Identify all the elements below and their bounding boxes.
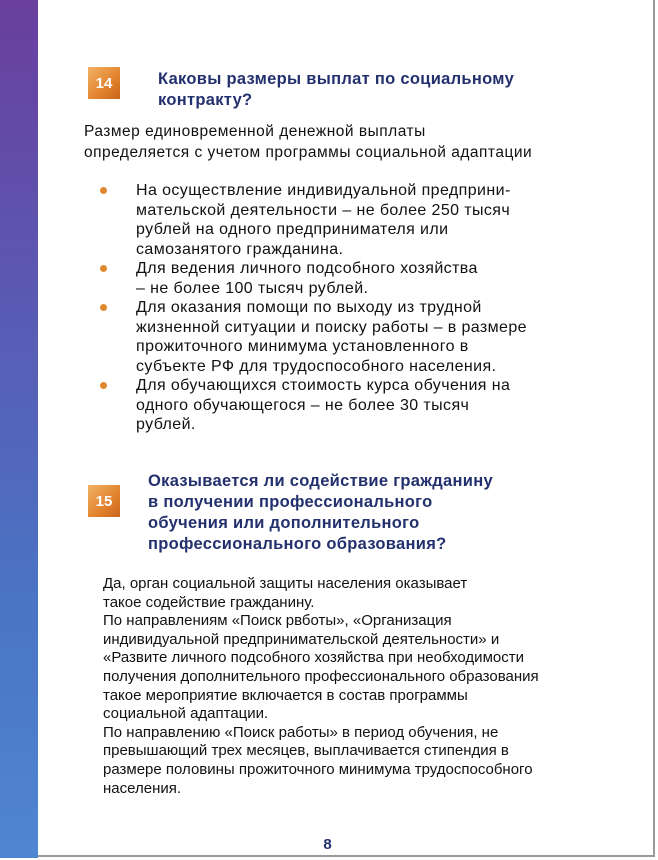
bullet-dot-icon <box>100 187 107 194</box>
bullet-dot-icon <box>100 382 107 389</box>
answer-line: По направлениям «Поиск рвботы», «Организация <box>103 612 452 630</box>
bullet-item <box>98 181 578 259</box>
payments-bullet-list <box>98 181 578 435</box>
answer-line: Да, орган социальной защиты населения оказывает <box>103 575 468 592</box>
bullet-text: На осуществление индивидуальной предприни- мательской деятельности – не более 250 тысяч рублей на одного предпринимателя или самозанятого гражданина. <box>136 182 511 258</box>
decorative-side-bar <box>0 0 38 858</box>
page-number: 8 <box>323 836 332 853</box>
question-14-title: Каковы размеры выплат по социальному контракту? <box>158 70 515 109</box>
bullet-item <box>98 259 578 298</box>
question-15-number-badge: 15 <box>88 485 120 517</box>
bullet-item <box>98 298 578 376</box>
question-14-intro: Размер единовременной денежной выплаты определяется с учетом программы социальной адаптации <box>84 123 533 161</box>
answer-line: социальной адаптации. <box>103 705 269 723</box>
answer-line: получения дополнительного профессионального образования <box>103 667 539 685</box>
question-15-title: Оказывается ли содействие гражданину в получении профессионального обучения или дополнительного профессионального образования? <box>148 472 493 553</box>
bullet-dot-icon <box>100 265 107 272</box>
bullet-dot-icon <box>100 304 107 311</box>
bullet-text: Для оказания помощи по выходу из трудной жизненной ситуации и поиску работы – в размере прожиточного минимума установленного в субъекте РФ для трудоспособного населения. <box>136 299 527 375</box>
bullet-item <box>98 376 578 435</box>
answer-line: индивидуальной предпринимательской деятельности» и <box>103 630 500 648</box>
answer-line: такое содействие гражданину. <box>103 593 315 611</box>
bullet-text: Для обучающихся стоимость курса обучения на одного обучающегося – не более 30 тысяч рублей. <box>136 377 511 433</box>
question-14-number-badge: 14 <box>88 67 120 99</box>
answer-line: «Развите личного подсобного хозяйства при необходимости <box>103 649 524 667</box>
answer-line: размере половины прожиточного минимума трудоспособного <box>103 760 533 778</box>
answer-line: По направлению «Поиск работы» в период обучения, не <box>103 723 499 741</box>
answer-line: населения. <box>103 779 182 797</box>
answer-line: превышающий трех месяцев, выплачивается стипендия в <box>103 742 509 760</box>
bullet-text: Для ведения личного подсобного хозяйства – не более 100 тысяч рублей. <box>136 260 478 297</box>
answer-line: такое мероприятие включается в состав программы <box>103 686 468 704</box>
question-15-answer <box>103 575 603 798</box>
